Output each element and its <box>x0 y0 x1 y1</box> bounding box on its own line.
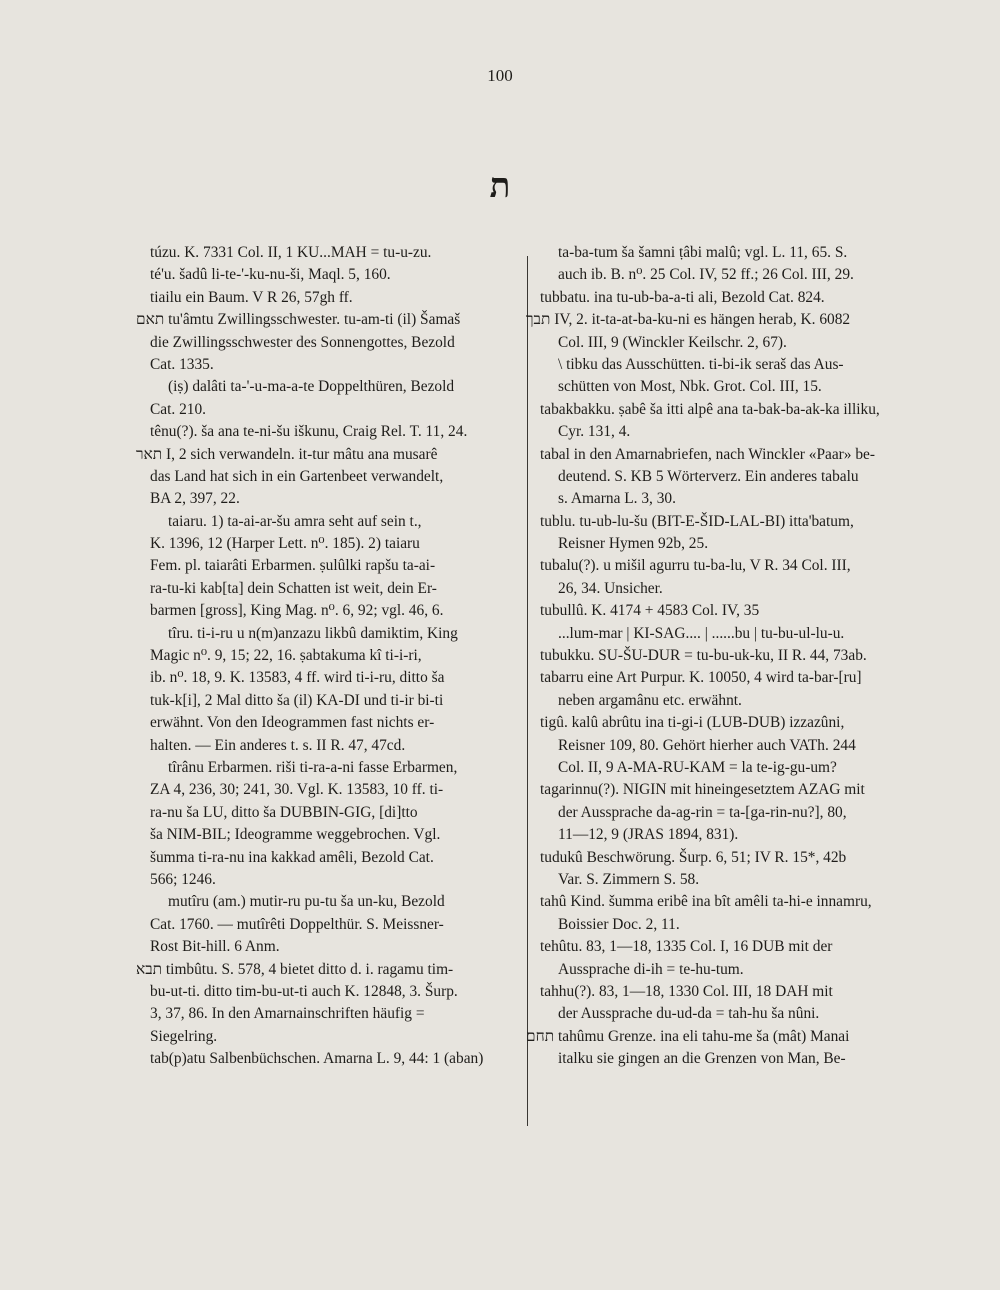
dictionary-line: Col. II, 9 A-MA-RU-KAM = la te-ig-gu-um? <box>558 758 837 776</box>
dictionary-line: tuk-k[i], 2 Mal ditto ša (il) KA-DI und ti-ir bi-ti <box>150 691 444 709</box>
dictionary-line: ib. n⁰. 18, 9. K. 13583, 4 ff. wird ti-i-ru, ditto ša <box>150 669 445 687</box>
dictionary-line: tagarinnu(?). NIGIN mit hineingesetztem AZAG mit <box>540 781 865 799</box>
dictionary-line: tubukku. SU-ŠU-DUR = tu-bu-uk-ku, II R. 44, 73ab. <box>540 647 867 665</box>
dictionary-line: tabakbakku. ṣabê ša itti alpê ana ta-bak-ba-ak-ka illiku, <box>540 400 880 418</box>
section-letter: ת <box>489 168 511 205</box>
dictionary-line: tab(p)atu Salbenbüchschen. Amarna L. 9, 44: 1 (aban) <box>150 1050 484 1068</box>
dictionary-line: tubbatu. ina tu-ub-ba-a-ti ali, Bezold Cat. 824. <box>540 288 825 306</box>
dictionary-line: תבא timbûtu. S. 578, 4 bietet ditto d. i. ragamu tim- <box>136 960 454 978</box>
dictionary-line: Cat. 210. <box>150 400 207 418</box>
dictionary-line: 566; 1246. <box>150 870 216 888</box>
dictionary-line: s. Amarna L. 3, 30. <box>558 490 676 508</box>
dictionary-line: erwähnt. Von den Ideogrammen fast nichts er- <box>150 714 435 732</box>
dictionary-line: tahhu(?). 83, 1—18, 1330 Col. III, 18 DAH mit <box>540 982 833 1000</box>
dictionary-line: tehûtu. 83, 1—18, 1335 Col. I, 16 DUB mit der <box>540 938 833 956</box>
dictionary-line: tênu(?). ša ana te-ni-šu iškunu, Craig Rel. T. 11, 24. <box>150 423 468 441</box>
dictionary-line: túzu. K. 7331 Col. II, 1 KU...MAH = tu-u-zu. <box>150 244 432 261</box>
dictionary-line: schütten von Most, Nbk. Grot. Col. III, 15. <box>558 378 822 396</box>
column-divider <box>527 256 528 1126</box>
dictionary-line: Rost Bit-hill. 6 Anm. <box>150 938 280 956</box>
dictionary-line: ra-nu ša LU, ditto ša DUBBIN-GIG, [di]tto <box>150 803 418 821</box>
dictionary-line: auch ib. B. n⁰. 25 Col. IV, 52 ff.; 26 Col. III, 29. <box>558 266 854 284</box>
left-column <box>136 242 516 1070</box>
dictionary-line: ZA 4, 236, 30; 241, 30. Vgl. K. 13583, 10 ff. ti- <box>150 781 444 799</box>
dictionary-line: 26, 34. Unsicher. <box>558 579 663 597</box>
dictionary-line: ...lum-mar | KI-SAG.... | ......bu | tu-bu-ul-lu-u. <box>558 624 845 642</box>
dictionary-line: italku sie gingen an die Grenzen von Man, Be- <box>558 1050 846 1068</box>
dictionary-line: תבך IV, 2. it-ta-at-ba-ku-ni es hängen herab, K. 6082 <box>526 311 851 329</box>
dictionary-line: Siegelring. <box>150 1027 218 1045</box>
dictionary-line: Cat. 1760. — mutîrêti Doppelthür. S. Meissner- <box>150 915 444 933</box>
dictionary-line: Aussprache di-ih = te-hu-tum. <box>558 960 744 978</box>
dictionary-line: (iṣ) dalâti ta-'-u-ma-a-te Doppelthüren, Bezold <box>168 378 455 396</box>
dictionary-line: BA 2, 397, 22. <box>150 490 240 508</box>
dictionary-line: šumma ti-ra-nu ina kakkad amêli, Bezold Cat. <box>150 848 434 866</box>
dictionary-line: tudukû Beschwörung. Šurp. 6, 51; IV R. 15*, 42b <box>540 848 847 866</box>
dictionary-line: תאר I, 2 sich verwandeln. it-tur mâtu ana musarê <box>136 445 438 463</box>
dictionary-line: tublu. tu-ub-lu-šu (BIT-E-ŠID-LAL-BI) itta'batum, <box>540 512 854 530</box>
dictionary-line: Col. III, 9 (Winckler Keilschr. 2, 67). <box>558 333 787 351</box>
dictionary-line: tîru. ti-i-ru u n(m)anzazu likbû damiktim, King <box>168 624 458 642</box>
dictionary-line: tubalu(?). u mišil agurru tu-ba-lu, V R. 34 Col. III, <box>540 557 851 575</box>
page-number: 100 <box>487 66 513 85</box>
dictionary-line: tubullû. K. 4174 + 4583 Col. IV, 35 <box>540 602 760 620</box>
dictionary-line: ta-ba-tum ša šamni ṭâbi malû; vgl. L. 11, 65. S. <box>558 244 848 261</box>
dictionary-line: neben argamânu etc. erwähnt. <box>558 691 742 709</box>
dictionary-line: der Aussprache da-ag-rin = ta-[ga-rin-nu?], 80, <box>558 803 847 821</box>
dictionary-line: das Land hat sich in ein Gartenbeet verwandelt, <box>150 467 444 485</box>
dictionary-line: K. 1396, 12 (Harper Lett. n⁰. 185). 2) taiaru <box>150 535 420 553</box>
dictionary-line: bu-ut-ti. ditto tim-bu-ut-ti auch K. 12848, 3. Šurp. <box>150 982 458 1000</box>
dictionary-line: barmen [gross], King Mag. n⁰. 6, 92; vgl. 46, 6. <box>150 602 444 620</box>
dictionary-line: té'u. šadû li-te-'-ku-nu-ši, Maql. 5, 160. <box>150 266 391 284</box>
dictionary-line: Magic n⁰. 9, 15; 22, 16. ṣabtakuma kî ti-i-ri, <box>150 647 422 665</box>
dictionary-line: taiaru. 1) ta-ai-ar-šu amra seht auf sein t., <box>168 512 422 530</box>
dictionary-line: halten. — Ein anderes t. s. II R. 47, 47cd. <box>150 736 406 754</box>
dictionary-line: Reisner 109, 80. Gehört hierher auch VATh. 244 <box>558 736 856 754</box>
dictionary-line: Cyr. 131, 4. <box>558 423 631 441</box>
dictionary-line: Var. S. Zimmern S. 58. <box>558 870 700 888</box>
dictionary-line: der Aussprache du-ud-da = tah-hu ša nûni. <box>558 1005 820 1023</box>
dictionary-line: 11—12, 9 (JRAS 1894, 831). <box>558 826 739 844</box>
dictionary-line: tigû. kalû abrûtu ina ti-gi-i (LUB-DUB) izzazûni, <box>540 714 845 732</box>
dictionary-line: tabarru eine Art Purpur. K. 10050, 4 wird ta-bar-[ru] <box>540 669 862 687</box>
dictionary-line: תחם tahûmu Grenze. ina eli tahu-me ša (mât) Manai <box>526 1027 850 1045</box>
dictionary-line: Cat. 1335. <box>150 355 214 373</box>
dictionary-line: 3, 37, 86. In den Amarnainschriften häufig = <box>150 1005 425 1023</box>
dictionary-line: Boissier Doc. 2, 11. <box>558 915 680 933</box>
dictionary-line: tîrânu Erbarmen. riši ti-ra-a-ni fasse Erbarmen, <box>168 758 458 776</box>
dictionary-line: tahû Kind. šumma eribê ina bît amêli ta-hi-e innamru, <box>540 893 872 911</box>
dictionary-line: ša NIM-BIL; Ideogramme weggebrochen. Vgl. <box>150 826 441 844</box>
dictionary-line: tiailu ein Baum. V R 26, 57gh ff. <box>150 288 353 306</box>
dictionary-line: תאם tu'âmtu Zwillingsschwester. tu-am-ti (il) Šamaš <box>136 311 461 329</box>
dictionary-line: die Zwillingsschwester des Sonnengottes, Bezold <box>150 333 455 351</box>
dictionary-line: tabal in den Amarnabriefen, nach Winckler «Paar» be- <box>540 445 875 463</box>
dictionary-line: \ tibku das Ausschütten. ti-bi-ik seraš das Aus- <box>558 355 844 373</box>
dictionary-line: mutîru (am.) mutir-ru pu-tu ša un-ku, Bezold <box>168 893 445 911</box>
dictionary-line: Fem. pl. taiarâti Erbarmen. ṣulûlki rapšu ta-ai- <box>150 557 436 575</box>
dictionary-line: deutend. S. KB 5 Wörterverz. Ein anderes tabalu <box>558 467 859 485</box>
dictionary-line: Reisner Hymen 92b, 25. <box>558 535 709 553</box>
right-column <box>526 242 952 1070</box>
dictionary-line: ra-tu-ki kab[ta] dein Schatten ist weit, dein Er- <box>150 579 437 597</box>
